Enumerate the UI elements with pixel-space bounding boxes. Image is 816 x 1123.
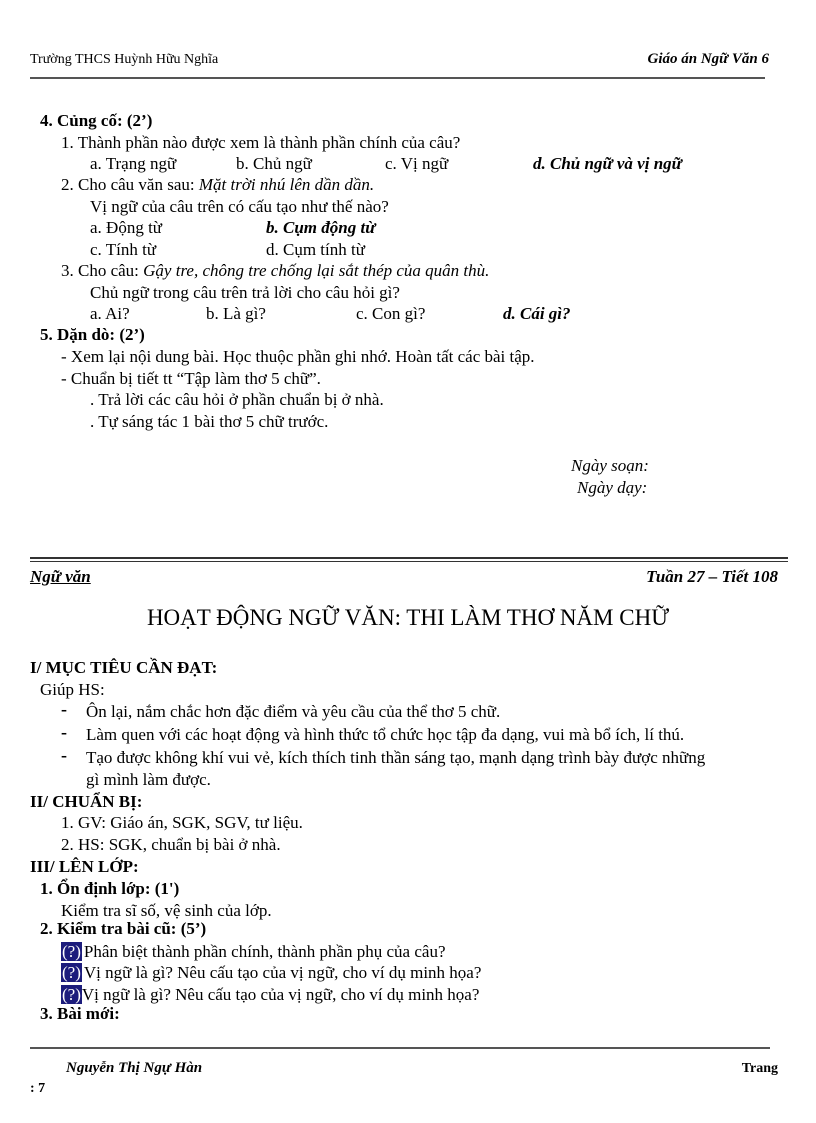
kiemtra-question-2	[61, 962, 481, 983]
q3-prefix: 3. Cho câu:	[61, 261, 144, 280]
section-divider-bottom	[30, 561, 788, 562]
kiemtra-title: 2. Kiểm tra bài cũ: (5’)	[40, 919, 207, 938]
q1-question: 1. Thành phần nào được xem là thành phần chính của câu?	[61, 133, 461, 152]
kiemtra-question-text: Phân biệt thành phần chính, thành phần phụ của câu?	[83, 942, 446, 961]
q2-option-d: d. Cụm tính từ	[266, 240, 365, 259]
school-name: Trường THCS Huỳnh Hữu Nghĩa	[30, 52, 219, 67]
question-mark-icon: (?)	[62, 942, 81, 961]
q3-line	[61, 260, 489, 281]
ngay-soan: Ngày soạn:	[571, 456, 649, 475]
section-divider-top	[30, 557, 788, 559]
kiemtra-question-3	[61, 984, 479, 1005]
ngay-day: Ngày dạy:	[577, 478, 648, 497]
lenlop-title: III/ LÊN LỚP:	[30, 857, 139, 876]
q2-prefix: 2. Cho câu văn sau:	[61, 175, 199, 194]
bullet-dash-1: -	[61, 699, 67, 719]
muctieu-title: I/ MỤC TIÊU CẦN ĐẠT:	[30, 658, 218, 677]
q2-question: Vị ngữ của câu trên có cấu tạo như thế nào?	[90, 197, 389, 216]
header-divider	[30, 77, 765, 79]
baimoi-title: 3. Bài mới:	[40, 1004, 120, 1023]
muctieu-bullet-2: Làm quen với các hoạt động và hình thức tổ chức học tập đa dạng, vui mà bổ ích, lí thú.	[86, 725, 685, 744]
footer-divider	[30, 1047, 770, 1049]
dando-item-2: - Chuẩn bị tiết tt “Tập làm thơ 5 chữ”.	[61, 369, 321, 388]
q2-sentence: Mặt trời nhú lên dần dần.	[198, 175, 375, 194]
q3-option-d: d. Cái gì?	[503, 304, 571, 323]
chuanbi-item-2: 2. HS: SGK, chuẩn bị bài ở nhà.	[61, 835, 281, 854]
section-subject: Ngữ văn	[30, 567, 91, 586]
q3-option-c: c. Con gì?	[356, 304, 426, 323]
kiemtra-question-1	[61, 941, 446, 962]
question-mark-icon: (?)	[62, 985, 81, 1004]
q3-sentence: Gậy tre, chông tre chống lại sắt thép của quân thù.	[143, 261, 490, 280]
muctieu-bullet-3-cont: gì mình làm được.	[86, 770, 211, 789]
q2-line	[61, 174, 374, 195]
chuanbi-title: II/ CHUẨN BỊ:	[30, 792, 143, 811]
chuanbi-item-1: 1. GV: Giáo án, SGK, SGV, tư liệu.	[61, 813, 303, 832]
dando-title: 5. Dặn dò: (2’)	[40, 325, 145, 344]
q2-option-b: b. Cụm động từ	[266, 218, 376, 237]
subject-header: Giáo án Ngữ Văn 6	[647, 51, 769, 67]
cungco-title: 4. Củng cố: (2’)	[40, 111, 153, 130]
bullet-dash-2: -	[61, 722, 67, 742]
muctieu-bullet-1: Ôn lại, nắm chắc hơn đặc điểm và yêu cầu của thể thơ 5 chữ.	[86, 702, 501, 721]
bullet-dash-3: -	[61, 745, 67, 765]
dando-item-4: . Tự sáng tác 1 bài thơ 5 chữ trước.	[90, 412, 329, 431]
footer-author: Nguyễn Thị Ngự Hàn	[66, 1060, 203, 1076]
dando-item-3: . Trả lời các câu hỏi ở phần chuẩn bị ở nhà.	[90, 390, 384, 409]
kiemtra-question-text: Vị ngữ là gì? Nêu cấu tạo của vị ngữ, cho ví dụ minh họa?	[81, 985, 480, 1004]
dando-item-1: - Xem lại nội dung bài. Học thuộc phần ghi nhớ. Hoàn tất các bài tập.	[61, 347, 535, 366]
lesson-title: HOẠT ĐỘNG NGỮ VĂN: THI LÀM THƠ NĂM CHỮ	[146, 605, 670, 630]
q1-option-a: a. Trạng ngữ	[90, 154, 177, 173]
muctieu-intro: Giúp HS:	[40, 680, 105, 699]
footer-page-label: Trang	[741, 1061, 778, 1076]
q3-option-a: a. Ai?	[90, 304, 130, 323]
question-mark-icon: (?)	[62, 963, 81, 982]
q1-option-c: c. Vị ngữ	[385, 154, 449, 173]
q2-option-c: c. Tính từ	[90, 240, 157, 259]
kiemtra-question-text: Vị ngữ là gì? Nêu cấu tạo của vị ngữ, cho ví dụ minh họa?	[83, 963, 482, 982]
ondinh-text: Kiểm tra sĩ số, vệ sinh của lớp.	[61, 901, 272, 920]
q2-option-a: a. Động từ	[90, 218, 163, 237]
q1-option-b: b. Chủ ngữ	[236, 154, 312, 173]
muctieu-bullet-3: Tạo được không khí vui vẻ, kích thích tinh thần sáng tạo, mạnh dạng trình bày được những	[86, 748, 706, 767]
q3-question: Chủ ngữ trong câu trên trả lời cho câu hỏi gì?	[90, 283, 400, 302]
footer-page-number: : 7	[30, 1081, 46, 1096]
q3-option-b: b. Là gì?	[206, 304, 266, 323]
section-week: Tuần 27 – Tiết 108	[646, 567, 778, 586]
q1-option-d: d. Chủ ngữ và vị ngữ	[533, 154, 682, 173]
ondinh-title: 1. Ổn định lớp: (1')	[40, 879, 180, 898]
